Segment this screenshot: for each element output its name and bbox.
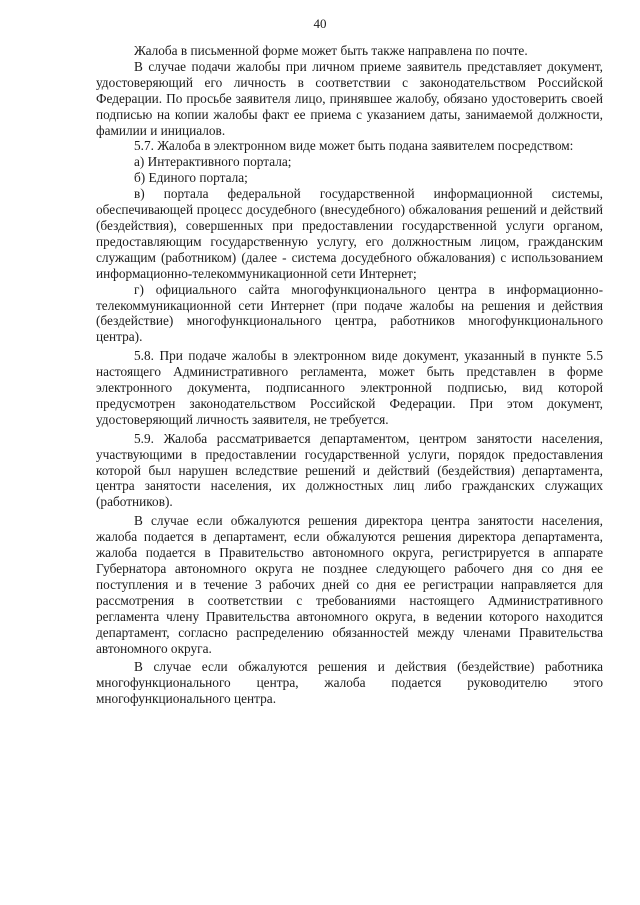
document-body — [96, 43, 603, 707]
paragraph-mail-submission: Жалоба в письменной форме может быть также направлена по почте. — [134, 43, 528, 58]
paragraph-personal-submission: В случае подачи жалобы при личном приеме заявитель представляет документ, удостоверяющий его личность в соответствии с законодательством Российской Федерации. По просьбе заявителя лицо, принявшее жалобу, обязано удостоверить своей подписью на копии жалобы факт ее приема с указанием даты, занимаемой должности, фамилии и инициалов. — [96, 58, 603, 138]
paragraph-5-7: 5.7. Жалоба в электронном виде может быть подана заявителем посредством: — [134, 138, 574, 154]
paragraph-director-appeal: В случае если обжалуются решения директора центра занятости населения, жалоба подается в департамент, если обжалуются решения директора департамента, жалоба подается в Правительство автономного округа, регистрируется в аппарате Губернатора автономного округа не позднее следующего рабочего дня со дня ее поступления и в течение 3 рабочих дней со дня ее регистрации направляется для рассмотрения в соответствии с требованиями настоящего Административного регламента члену Правительства автономного округа, в ведении которого находится департамент, согласно распределению обязанностей между членами Правительства автономного округа. — [96, 513, 603, 656]
paragraph-5-8: 5.8. При подаче жалобы в электронном виде документ, указанный в пункте 5.5 настоящего Административного регламента, может быть представлен в форме электронного документа, подписанного электронной подписью, вид которой предусмотрен законодательством Российской Федерации. При этом документ, удостоверяющий личность заявителя, не требуется. — [96, 348, 603, 427]
paragraph-mfc-appeal: В случае если обжалуются решения и действия (бездействие) работника многофункционального центра, жалоба подается руководителю этого многофункционального центра. — [96, 659, 603, 707]
list-item-g: г) официального сайта многофункционального центра в информационно-телекоммуникационной сети Интернет (при подаче жалобы на решения и действия (бездействие) многофункционального центра, работников многофункционального центра). — [96, 281, 603, 345]
page-number: 40 — [313, 16, 327, 31]
paragraph-5-9: 5.9. Жалоба рассматривается департаментом, центром занятости населения, участвующими в предоставлении государственной услуги, порядок предоставления которой был нарушен вследствие решений и действий (бездействия) департамента, центра занятости населения, их должностных лиц либо гражданских служащих (работников). — [96, 430, 603, 510]
list-item-b: б) Единого портала; — [134, 170, 248, 186]
list-item-a: а) Интерактивного портала; — [134, 154, 292, 170]
list-item-v: в) портала федеральной государственной информационной системы, обеспечивающей процесс досудебного (внесудебного) обжалования решений и действий (бездействия), совершенных при предоставлении государственной услуги органом, предоставляющим государственную услугу, его должностным лицом, гражданским служащим (работником) (далее - система досудебного обжалования) с использованием информационно-телекоммуникационной сети Интернет; — [96, 186, 603, 281]
